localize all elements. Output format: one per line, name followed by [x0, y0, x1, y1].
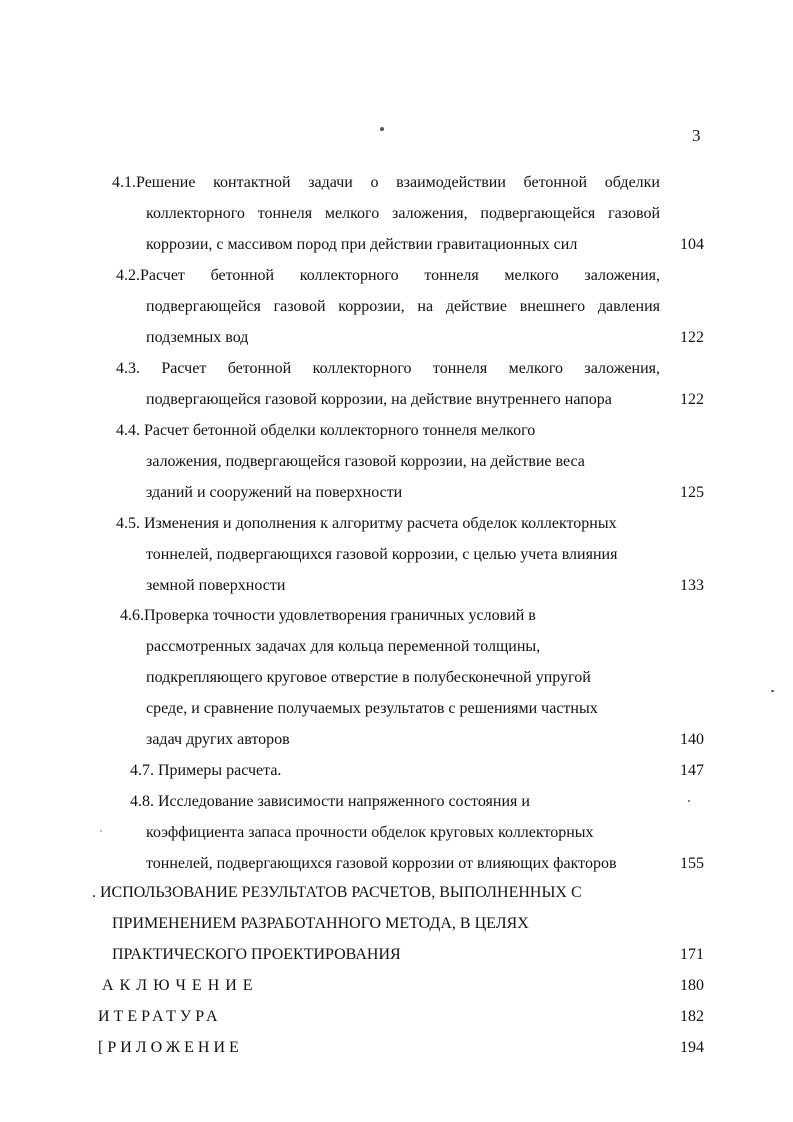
- toc-line: ИТЕРАТУРА: [98, 1008, 222, 1025]
- scan-speck: [771, 690, 774, 692]
- scan-speck: [380, 127, 384, 131]
- toc-line: 4.1.Решение контактной задачи о взаимодействии бетонной обделки: [112, 174, 660, 191]
- toc-line: среде, и сравнение получаемых результатов с решениями частных: [146, 700, 598, 717]
- toc-line: подвергающейся газовой коррозии, на действие внешнего давления: [146, 298, 660, 315]
- toc-page-number: 133: [680, 577, 704, 594]
- toc-line: ПРИМЕНЕНИЕМ РАЗРАБОТАННОГО МЕТОДА, В ЦЕЛЯХ: [112, 915, 529, 932]
- toc-page-number: 171: [680, 946, 704, 963]
- toc-line: земной поверхности: [146, 577, 286, 594]
- toc-page-number: 147: [680, 762, 704, 779]
- toc-line: коллекторного тоннеля мелкого заложения, подвергающейся газовой: [146, 205, 660, 222]
- toc-line: коэффициента запаса прочности обделок круговых коллекторных: [146, 824, 594, 841]
- toc-line: тоннелей, подвергающихся газовой коррозии от влияющих факторов: [146, 855, 617, 872]
- toc-line: [РИЛОЖЕНИЕ: [98, 1039, 243, 1056]
- toc-line: тоннелей, подвергающихся газовой коррозии, с целью учета влияния: [146, 546, 618, 563]
- toc-page-number: 194: [680, 1039, 704, 1056]
- toc-page-number: 155: [680, 855, 704, 872]
- toc-line: 4.4. Расчет бетонной обделки коллекторного тоннеля мелкого: [116, 422, 536, 439]
- toc-page-number: 122: [680, 391, 704, 408]
- toc-page-number: 182: [680, 1008, 704, 1025]
- toc-line: рассмотренных задачах для кольца переменной толщины,: [146, 638, 541, 655]
- toc-line: подвергающейся газовой коррозии, на действие внутреннего напора: [146, 391, 612, 408]
- scan-speck: [688, 800, 690, 802]
- toc-line: 4.5. Изменения и дополнения к алгоритму расчета обделок коллекторных: [116, 515, 617, 532]
- toc-page-number: 104: [680, 236, 704, 253]
- toc-line: коррозии, с массивом пород при действии гравитационных сил: [146, 236, 578, 253]
- scan-speck: [100, 830, 102, 832]
- toc-line: задач других авторов: [146, 731, 290, 748]
- page-number: 3: [692, 126, 701, 145]
- toc-line: 4.7. Примеры расчета.: [130, 762, 282, 779]
- toc-line: ПРАКТИЧЕСКОГО ПРОЕКТИРОВАНИЯ: [112, 946, 401, 963]
- toc-line: 4.8. Исследование зависимости напряженного состояния и: [130, 793, 530, 810]
- toc-page-number: 140: [680, 731, 704, 748]
- toc-line: А К Л Ю Ч Е Н И Е: [102, 977, 254, 994]
- toc-page-number: 122: [680, 329, 704, 346]
- toc-line: подземных вод: [146, 329, 249, 346]
- toc-line: 4.3. Расчет бетонной коллекторного тоннеля мелкого заложения,: [116, 360, 660, 377]
- toc-line: подкрепляющего круговое отверстие в полубесконечной упругой: [146, 669, 591, 686]
- toc-line: . ИСПОЛЬЗОВАНИЕ РЕЗУЛЬТАТОВ РАСЧЕТОВ, ВЫПОЛНЕННЫХ С: [92, 884, 582, 901]
- toc-page-number: 180: [680, 977, 704, 994]
- toc-line: зданий и сооружений на поверхности: [146, 484, 403, 501]
- toc-line: 4.6.Проверка точности удовлетворения граничных условий в: [120, 607, 536, 624]
- toc-page-number: 125: [680, 484, 704, 501]
- toc-line: заложения, подвергающейся газовой коррозии, на действие веса: [146, 453, 585, 470]
- toc-line: 4.2.Расчет бетонной коллекторного тоннеля мелкого заложения,: [116, 267, 660, 284]
